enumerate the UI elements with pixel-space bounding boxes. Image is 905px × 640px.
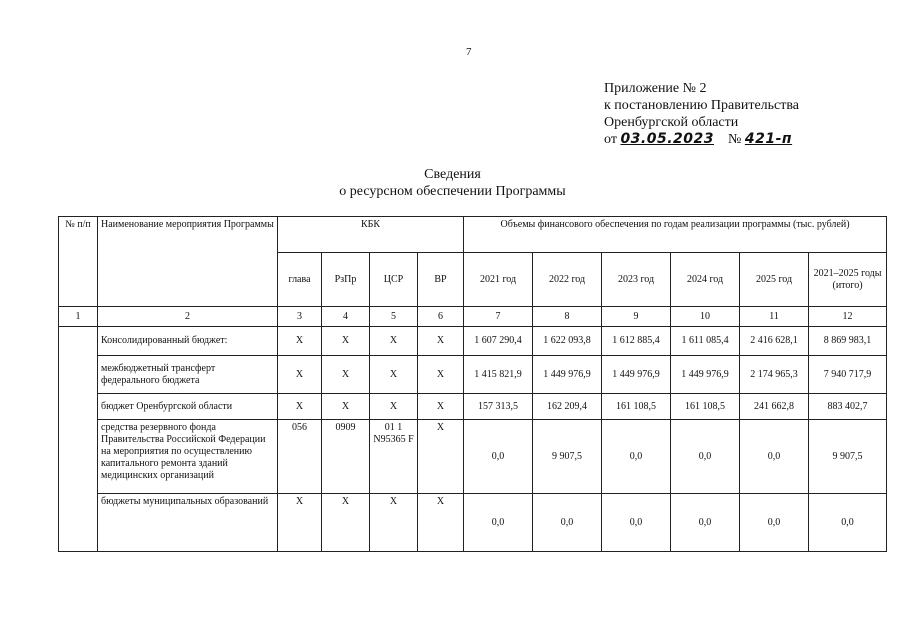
col-header-2021: 2021 год: [464, 253, 533, 307]
appendix-line2: к постановлению Правительства: [604, 98, 800, 113]
cell-vr: Х: [418, 356, 464, 394]
cell-2024: 0,0: [671, 494, 740, 552]
row-num-cell: [59, 327, 98, 552]
col-header-2022: 2022 год: [533, 253, 602, 307]
table-header-row: [59, 217, 887, 253]
cell-2023: 0,0: [602, 420, 671, 494]
cell-vr: Х: [418, 327, 464, 356]
cell-2022: 1 449 976,9: [533, 356, 602, 394]
cell-glava: Х: [278, 494, 322, 552]
cell-glava: Х: [278, 327, 322, 356]
cell-total: 8 869 983,1: [809, 327, 887, 356]
table-row: [59, 356, 887, 394]
column-number: 6: [418, 307, 464, 327]
table-row: [59, 394, 887, 420]
column-numbers-row: [59, 307, 887, 327]
cell-total: 883 402,7: [809, 394, 887, 420]
cell-2021: 1 415 821,9: [464, 356, 533, 394]
cell-2023: 161 108,5: [602, 394, 671, 420]
col-header-2023: 2023 год: [602, 253, 671, 307]
cell-2021: 157 313,5: [464, 394, 533, 420]
cell-rzpr: Х: [322, 394, 370, 420]
cell-2025: 0,0: [740, 420, 809, 494]
cell-2022: 0,0: [533, 494, 602, 552]
cell-2021: 0,0: [464, 420, 533, 494]
cell-glava: 056: [278, 420, 322, 494]
cell-2023: 1 449 976,9: [602, 356, 671, 394]
row-name: бюджеты муниципальных образований: [98, 494, 278, 552]
row-name: средства резервного фонда Правительства Российской Федерации на мероприятия по осуществлению капитального ремонта зданий медицинских организаций: [98, 420, 278, 494]
col-header-kbk: КБК: [278, 217, 464, 253]
page-number: 7: [466, 46, 472, 58]
cell-vr: Х: [418, 420, 464, 494]
column-number: 5: [370, 307, 418, 327]
cell-total: 9 907,5: [809, 420, 887, 494]
cell-rzpr: 0909: [322, 420, 370, 494]
handwritten-number: 421-п: [744, 131, 793, 147]
column-number: 4: [322, 307, 370, 327]
appendix-line3: Оренбургской области: [604, 115, 739, 130]
cell-2025: 0,0: [740, 494, 809, 552]
column-number: 8: [533, 307, 602, 327]
cell-glava: Х: [278, 394, 322, 420]
column-number: 11: [740, 307, 809, 327]
cell-2025: 2 416 628,1: [740, 327, 809, 356]
cell-csr: Х: [370, 356, 418, 394]
cell-2021: 0,0: [464, 494, 533, 552]
cell-2024: 0,0: [671, 420, 740, 494]
heading-line1: Сведения: [424, 167, 481, 182]
col-header-csr: ЦСР: [370, 253, 418, 307]
cell-rzpr: Х: [322, 327, 370, 356]
resource-table: [58, 216, 887, 552]
number-prefix: №: [728, 132, 742, 147]
cell-2022: 9 907,5: [533, 420, 602, 494]
col-header-glava: глава: [278, 253, 322, 307]
row-name: Консолидированный бюджет:: [98, 327, 278, 356]
col-header-2024: 2024 год: [671, 253, 740, 307]
table-row: [59, 327, 887, 356]
table-row: [59, 420, 887, 494]
column-number: 1: [59, 307, 98, 327]
cell-total: 7 940 717,9: [809, 356, 887, 394]
heading-line2: о ресурсном обеспечении Программы: [339, 184, 566, 199]
cell-vr: Х: [418, 394, 464, 420]
cell-2023: 1 612 885,4: [602, 327, 671, 356]
cell-glava: Х: [278, 356, 322, 394]
column-number: 12: [809, 307, 887, 327]
cell-2022: 1 622 093,8: [533, 327, 602, 356]
column-number: 3: [278, 307, 322, 327]
cell-total: 0,0: [809, 494, 887, 552]
cell-2024: 161 108,5: [671, 394, 740, 420]
table-row: [59, 494, 887, 552]
col-header-num: № п/п: [59, 217, 98, 307]
cell-rzpr: Х: [322, 356, 370, 394]
column-number: 9: [602, 307, 671, 327]
cell-csr: 01 1 N95365 F: [370, 420, 418, 494]
cell-csr: Х: [370, 494, 418, 552]
appendix-block: [604, 80, 799, 148]
cell-2025: 2 174 965,3: [740, 356, 809, 394]
cell-2024: 1 611 085,4: [671, 327, 740, 356]
cell-csr: Х: [370, 327, 418, 356]
col-header-vr: ВР: [418, 253, 464, 307]
appendix-date-line: [604, 131, 799, 148]
cell-vr: Х: [418, 494, 464, 552]
cell-csr: Х: [370, 394, 418, 420]
column-number: 2: [98, 307, 278, 327]
cell-2021: 1 607 290,4: [464, 327, 533, 356]
cell-2022: 162 209,4: [533, 394, 602, 420]
col-header-2025: 2025 год: [740, 253, 809, 307]
cell-2024: 1 449 976,9: [671, 356, 740, 394]
column-number: 7: [464, 307, 533, 327]
cell-rzpr: Х: [322, 494, 370, 552]
date-prefix: от: [604, 132, 617, 147]
cell-2023: 0,0: [602, 494, 671, 552]
col-header-volumes: Объемы финансового обеспечения по годам реализации программы (тыс. рублей): [464, 217, 887, 253]
col-header-rzpr: РзПр: [322, 253, 370, 307]
appendix-line1: Приложение № 2: [604, 81, 707, 96]
cell-2025: 241 662,8: [740, 394, 809, 420]
handwritten-date: 03.05.2023: [620, 131, 715, 147]
row-name: межбюджетный трансферт федерального бюджета: [98, 356, 278, 394]
col-header-name: Наименование мероприятия Программы: [98, 217, 278, 307]
column-number: 10: [671, 307, 740, 327]
row-name: бюджет Оренбургской области: [98, 394, 278, 420]
col-header-total: 2021–2025 годы (итого): [809, 253, 887, 307]
